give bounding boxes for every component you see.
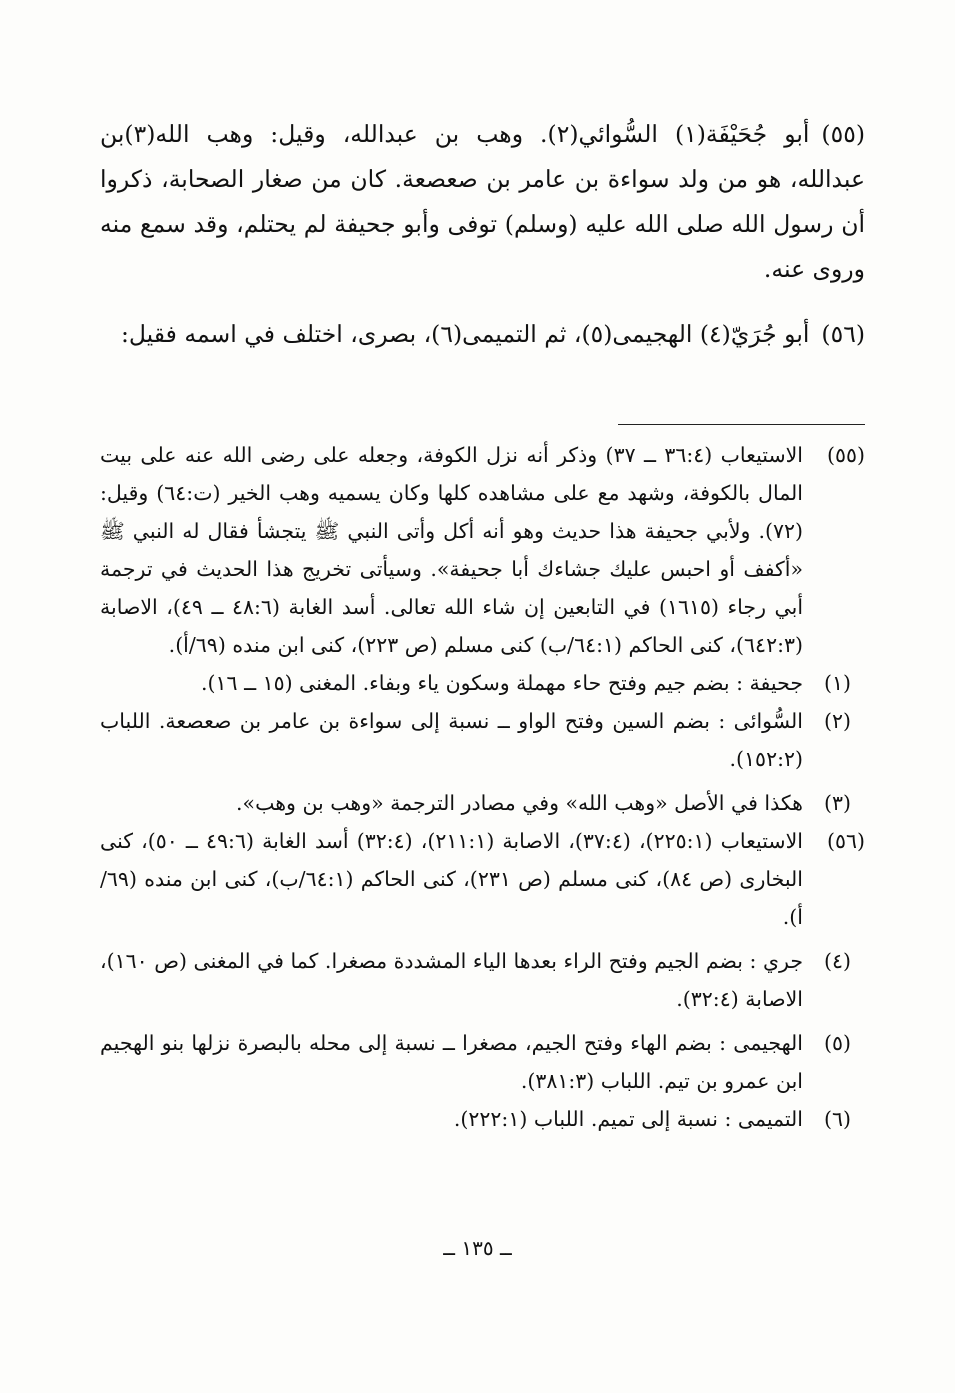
entry-text: أبو جُحَيْفَة(١) السُّوائي(٢). وهب بن عبدالله، وقيل: وهب الله(٣)بن عبدالله، هو من ولد سواءة بن عامر بن صعصعة. كان من صغار الصحابة، ذكروا أن رسول الله صلى الله عليه (وسلم) توفى وأبو جحيفة لم يحتلم، وقد سمع منه وروى عنه. bbox=[100, 120, 865, 283]
footnote-3 bbox=[100, 784, 865, 822]
footnote-label: (١) bbox=[823, 671, 851, 695]
footnote-text: جري : بضم الجيم وفتح الراء بعدها الياء المشددة مصغرا. كما في المغنى (ص ١٦٠)، الاصابة (٣٢:٤). bbox=[100, 949, 803, 1011]
footnote-text: الهجيمى : بضم الهاء وفتح الجيم، مصغرا ــ نسبة إلى محله بالبصرة نزلها بنو الهجيم ابن عمرو بن تيم. اللباب (٣٨١:٣). bbox=[100, 1031, 803, 1093]
footnote-6 bbox=[100, 1100, 865, 1138]
footnote-2 bbox=[100, 702, 865, 778]
footnote-label: (٢) bbox=[823, 709, 851, 733]
footnote-entry-55 bbox=[100, 436, 865, 664]
footnotes bbox=[100, 436, 865, 1138]
footnote-label: (٥٥) bbox=[826, 443, 865, 467]
footnote-4 bbox=[100, 942, 865, 1018]
footnote-text: هكذا في الأصل «وهب الله» وفي مصادر الترجمة «وهب بن وهب». bbox=[236, 791, 803, 815]
footnote-5 bbox=[100, 1024, 865, 1100]
footnote-entry-56 bbox=[100, 822, 865, 936]
footnote-text: الاستيعاب (٢٢٥:١)، (٣٧:٤)، الاصابة (٢١١:١)، (٣٢:٤) أسد الغابة (٤٩:٦ ــ ٥٠)، كنى البخارى (ص ٨٤)، كنى مسلم (ص ٢٣١)، كنى الحاكم (٦٤:١/ب)، كنى ابن منده (٦٩/أ). bbox=[100, 829, 803, 929]
footnote-separator bbox=[618, 424, 865, 425]
entry-56 bbox=[100, 312, 865, 357]
footnote-label: (٥٦) bbox=[826, 829, 865, 853]
page-number: ــ ١٣٥ ــ bbox=[443, 1236, 512, 1260]
footnote-text: التميمى : نسبة إلى تميم. اللباب (٢٢٢:١). bbox=[453, 1107, 803, 1131]
footnote-1 bbox=[100, 664, 865, 702]
footnote-text: السُّوائى : بضم السين وفتح الواو ــ نسبة إلى سواءة بن عامر بن صعصعة. اللباب (١٥٢:٢). bbox=[100, 709, 803, 771]
footnote-label: (٤) bbox=[823, 949, 851, 973]
footnote-label: (٥) bbox=[823, 1031, 851, 1055]
footnote-label: (٦) bbox=[823, 1107, 851, 1131]
entry-number: (٥٦) bbox=[821, 320, 865, 348]
footnote-text: الاستيعاب (٣٦:٤ ــ ٣٧) وذكر أنه نزل الكوفة، وجعله على رضى الله عنه على بيت المال بالكوفة، وشهد مع على مشاهده كلها وكان يسميه وهب الخير (ت:٦٤) وقيل: (٧٢). ولأبي جحيفة هذا حديث وهو أنه أكل وأتى النبي ﷺ يتجشأ فقال له النبي ﷺ «أكفف أو احبس عليك جشاءك أبا جحيفة». وسيأتى تخريج هذا الحديث في ترجمة أبي رجاء (١٦١٥) في التابعين إن شاء الله تعالى. أسد الغابة (٤٨:٦ ــ ٤٩)، الاصابة (٦٤٢:٣)، كنى الحاكم (٦٤:١/ب) كنى مسلم (ص ٢٢٣)، كنى ابن منده (٦٩/أ). bbox=[100, 443, 804, 657]
footnote-label: (٣) bbox=[823, 791, 851, 815]
entry-55 bbox=[100, 112, 865, 292]
entry-number: (٥٥) bbox=[821, 120, 866, 148]
footnote-text: جحيفة : بضم جيم وفتح حاء مهملة وسكون ياء وبفاء. المغنى (١٥ ــ ١٦). bbox=[201, 671, 803, 695]
main-text bbox=[100, 112, 865, 357]
entry-text: أبو جُرَيّ(٤) الهجيمى(٥)، ثم التميمى(٦)، بصرى، اختلف في اسمه فقيل: bbox=[120, 320, 810, 348]
